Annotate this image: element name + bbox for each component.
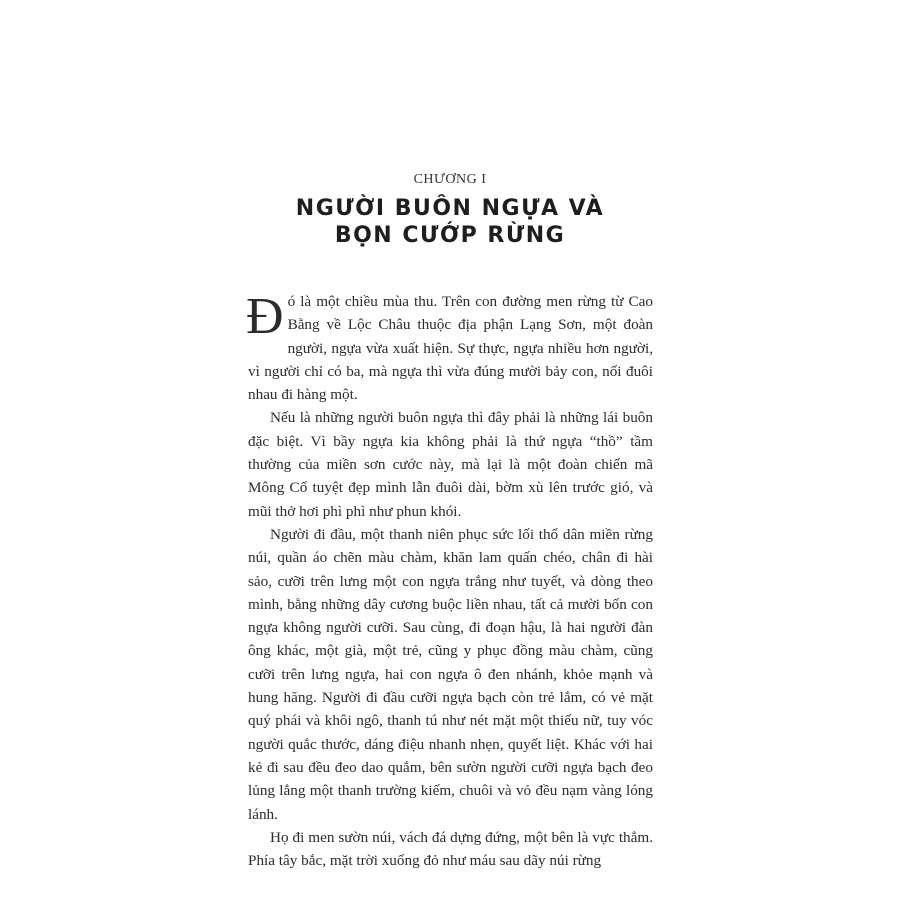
paragraph-4: Họ đi men sườn núi, vách đá dựng đứng, một bên là vực thẳm. Phía tây bắc, mặt trời xuống đỏ như máu sau dãy núi rừng (248, 828, 653, 870)
paragraph-2: Nếu là những người buôn ngựa thì đây phải là những lái buôn đặc biệt. Vì bầy ngựa kia không phải là thứ ngựa “thồ” tầm thường của miền sơn cước này, mà lại là một đoàn chiến mã Mông Cổ tuyệt đẹp mình lẫn đuôi dài, bờm xù lên trước gió, và mũi thở hơi phì phì như phun khói. (248, 409, 653, 520)
drop-cap: Đ (246, 288, 284, 345)
paragraph-1-text: ó là một chiều mùa thu. Trên con đường men rừng từ Cao Bằng về Lộc Châu thuộc địa phận Lạng Sơn, một đoàn người, ngựa vừa xuất hiện. Sự thực, ngựa nhiều hơn người, vì người chỉ có ba, mà ngựa thì vừa đúng mười bảy con, nối đuôi nhau đi hàng một. (248, 293, 653, 404)
chapter-title (0, 195, 900, 249)
paragraph-1 (248, 290, 653, 406)
chapter-title-line-1: NGƯỜI BUÔN NGỰA VÀ (295, 196, 605, 221)
paragraph-3: Người đi đầu, một thanh niên phục sức lối thổ dân miền rừng núi, quần áo chẽn màu chàm, khăn lam quấn chéo, chân đi hài sảo, cưỡi trên lưng một con ngựa trắng như tuyết, và dòng theo mình, bằng những dây cương buộc liền nhau, tất cả mười bốn con ngựa không người cưỡi. Sau cùng, đi đoạn hậu, là hai người đàn ông khác, một già, một trẻ, cũng y phục đồng màu chàm, cũng cưỡi trên lưng ngựa, hai con ngựa ô đen nhánh, khỏe mạnh và hung hăng. Người đi đầu cưỡi ngựa bạch còn trẻ lắm, có vẻ mặt quý phái và khôi ngô, thanh tú như nét mặt một thiếu nữ, tuy vóc người quắc thước, dáng điệu nhanh nhẹn, quyết liệt. Khác với hai kẻ đi sau đều đeo dao quắm, bên sườn người cưỡi ngựa bạch đeo lủng lẳng một thanh trường kiếm, chuôi và vỏ đều nạm vàng lóng lánh. (248, 525, 653, 823)
chapter-title-line-2: BỌN CƯỚP RỪNG (334, 223, 566, 248)
chapter-label: CHƯƠNG I (413, 172, 487, 187)
chapter-body (248, 290, 653, 872)
